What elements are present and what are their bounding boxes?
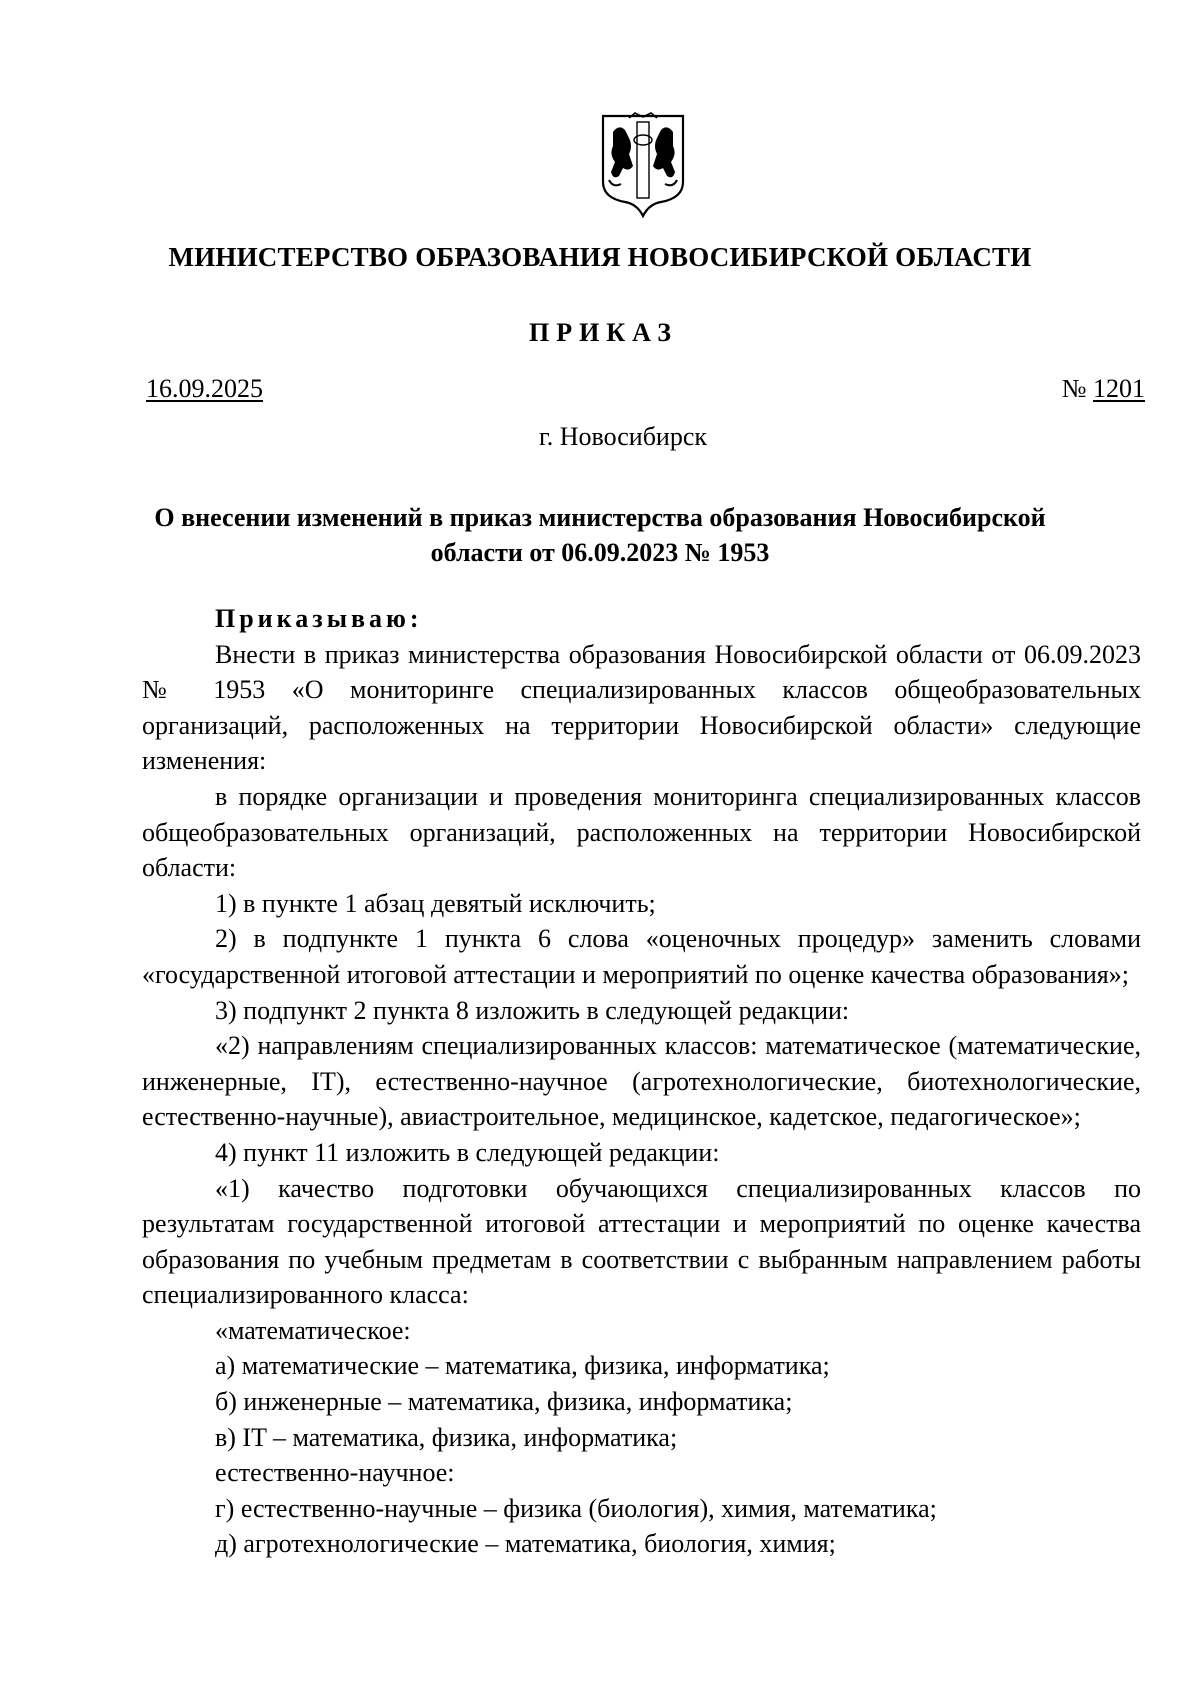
body-paragraph: в) IT – математика, физика, информатика; [215,1422,678,1452]
body-paragraph: в порядке организации и проведения мониторинга специализированных классов общеобразовательных организаций, расположенных на территории Новосибирской области: [142,781,1141,883]
body-paragraph: д) агротехнологические – математика, биология, химия; [215,1529,836,1559]
body-paragraph: 1) в пункте 1 абзац девятый исключить; [215,888,656,918]
document-type: ПРИКАЗ [528,318,679,347]
body-paragraph: б) инженерные – математика, физика, информатика; [215,1387,793,1417]
order-directive: Приказываю: [215,604,423,633]
coat-of-arms-icon [599,110,687,220]
body-paragraph: «математическое: [215,1315,411,1345]
order-number [1062,374,1145,404]
body-paragraph: 4) пункт 11 изложить в следующей редакции: [215,1137,720,1167]
order-date: 16.09.2025 [146,374,263,403]
body-paragraph: 3) подпункт 2 пункта 8 изложить в следующей редакции: [215,995,850,1025]
body-paragraph: естественно-научное: [215,1458,455,1488]
order-body [142,601,1141,1562]
body-paragraph: г) естественно-научные – физика (биология), химия, математика; [215,1493,937,1523]
city: г. Новосибирск [538,422,708,451]
number-value: 1201 [1093,374,1145,403]
number-sign: № [1061,374,1087,403]
body-paragraph: «2) направлениям специализированных классов: математическое (математические, инженерные, IT), естественно-научное (агротехнологические, биотехнологические, естественно-научные), авиастроительное, медицинское, кадетское, педагогическое»; [142,1031,1141,1132]
ministry-title: МИНИСТЕРСТВО ОБРАЗОВАНИЯ НОВОСИБИРСКОЙ ОБЛАСТИ [168,242,1032,272]
body-paragraph: 2) в подпункте 1 пункта 6 слова «оценочных процедур» заменить словами «государственной итоговой аттестации и мероприятий по оценке качества образования»; [142,924,1141,989]
order-subject: О внесении изменений в приказ министерства образования Новосибирской области от 06.09.2023 № 1953 [154,503,1046,567]
body-paragraph: а) математические – математика, физика, информатика; [215,1351,830,1381]
body-paragraph: Внести в приказ министерства образования Новосибирской области от 06.09.2023 № 1953 «О мониторинге специализированных классов общеобразовательных организаций, расположенных на территории Новосибирской области» следующие изменения: [142,639,1141,776]
body-paragraph: «1) качество подготовки обучающихся специализированных классов по результатам государственной итоговой аттестации и мероприятий по оценке качества образования по учебным предметам в соответствии с выбранным направлением работы специализированного класса: [142,1173,1141,1310]
